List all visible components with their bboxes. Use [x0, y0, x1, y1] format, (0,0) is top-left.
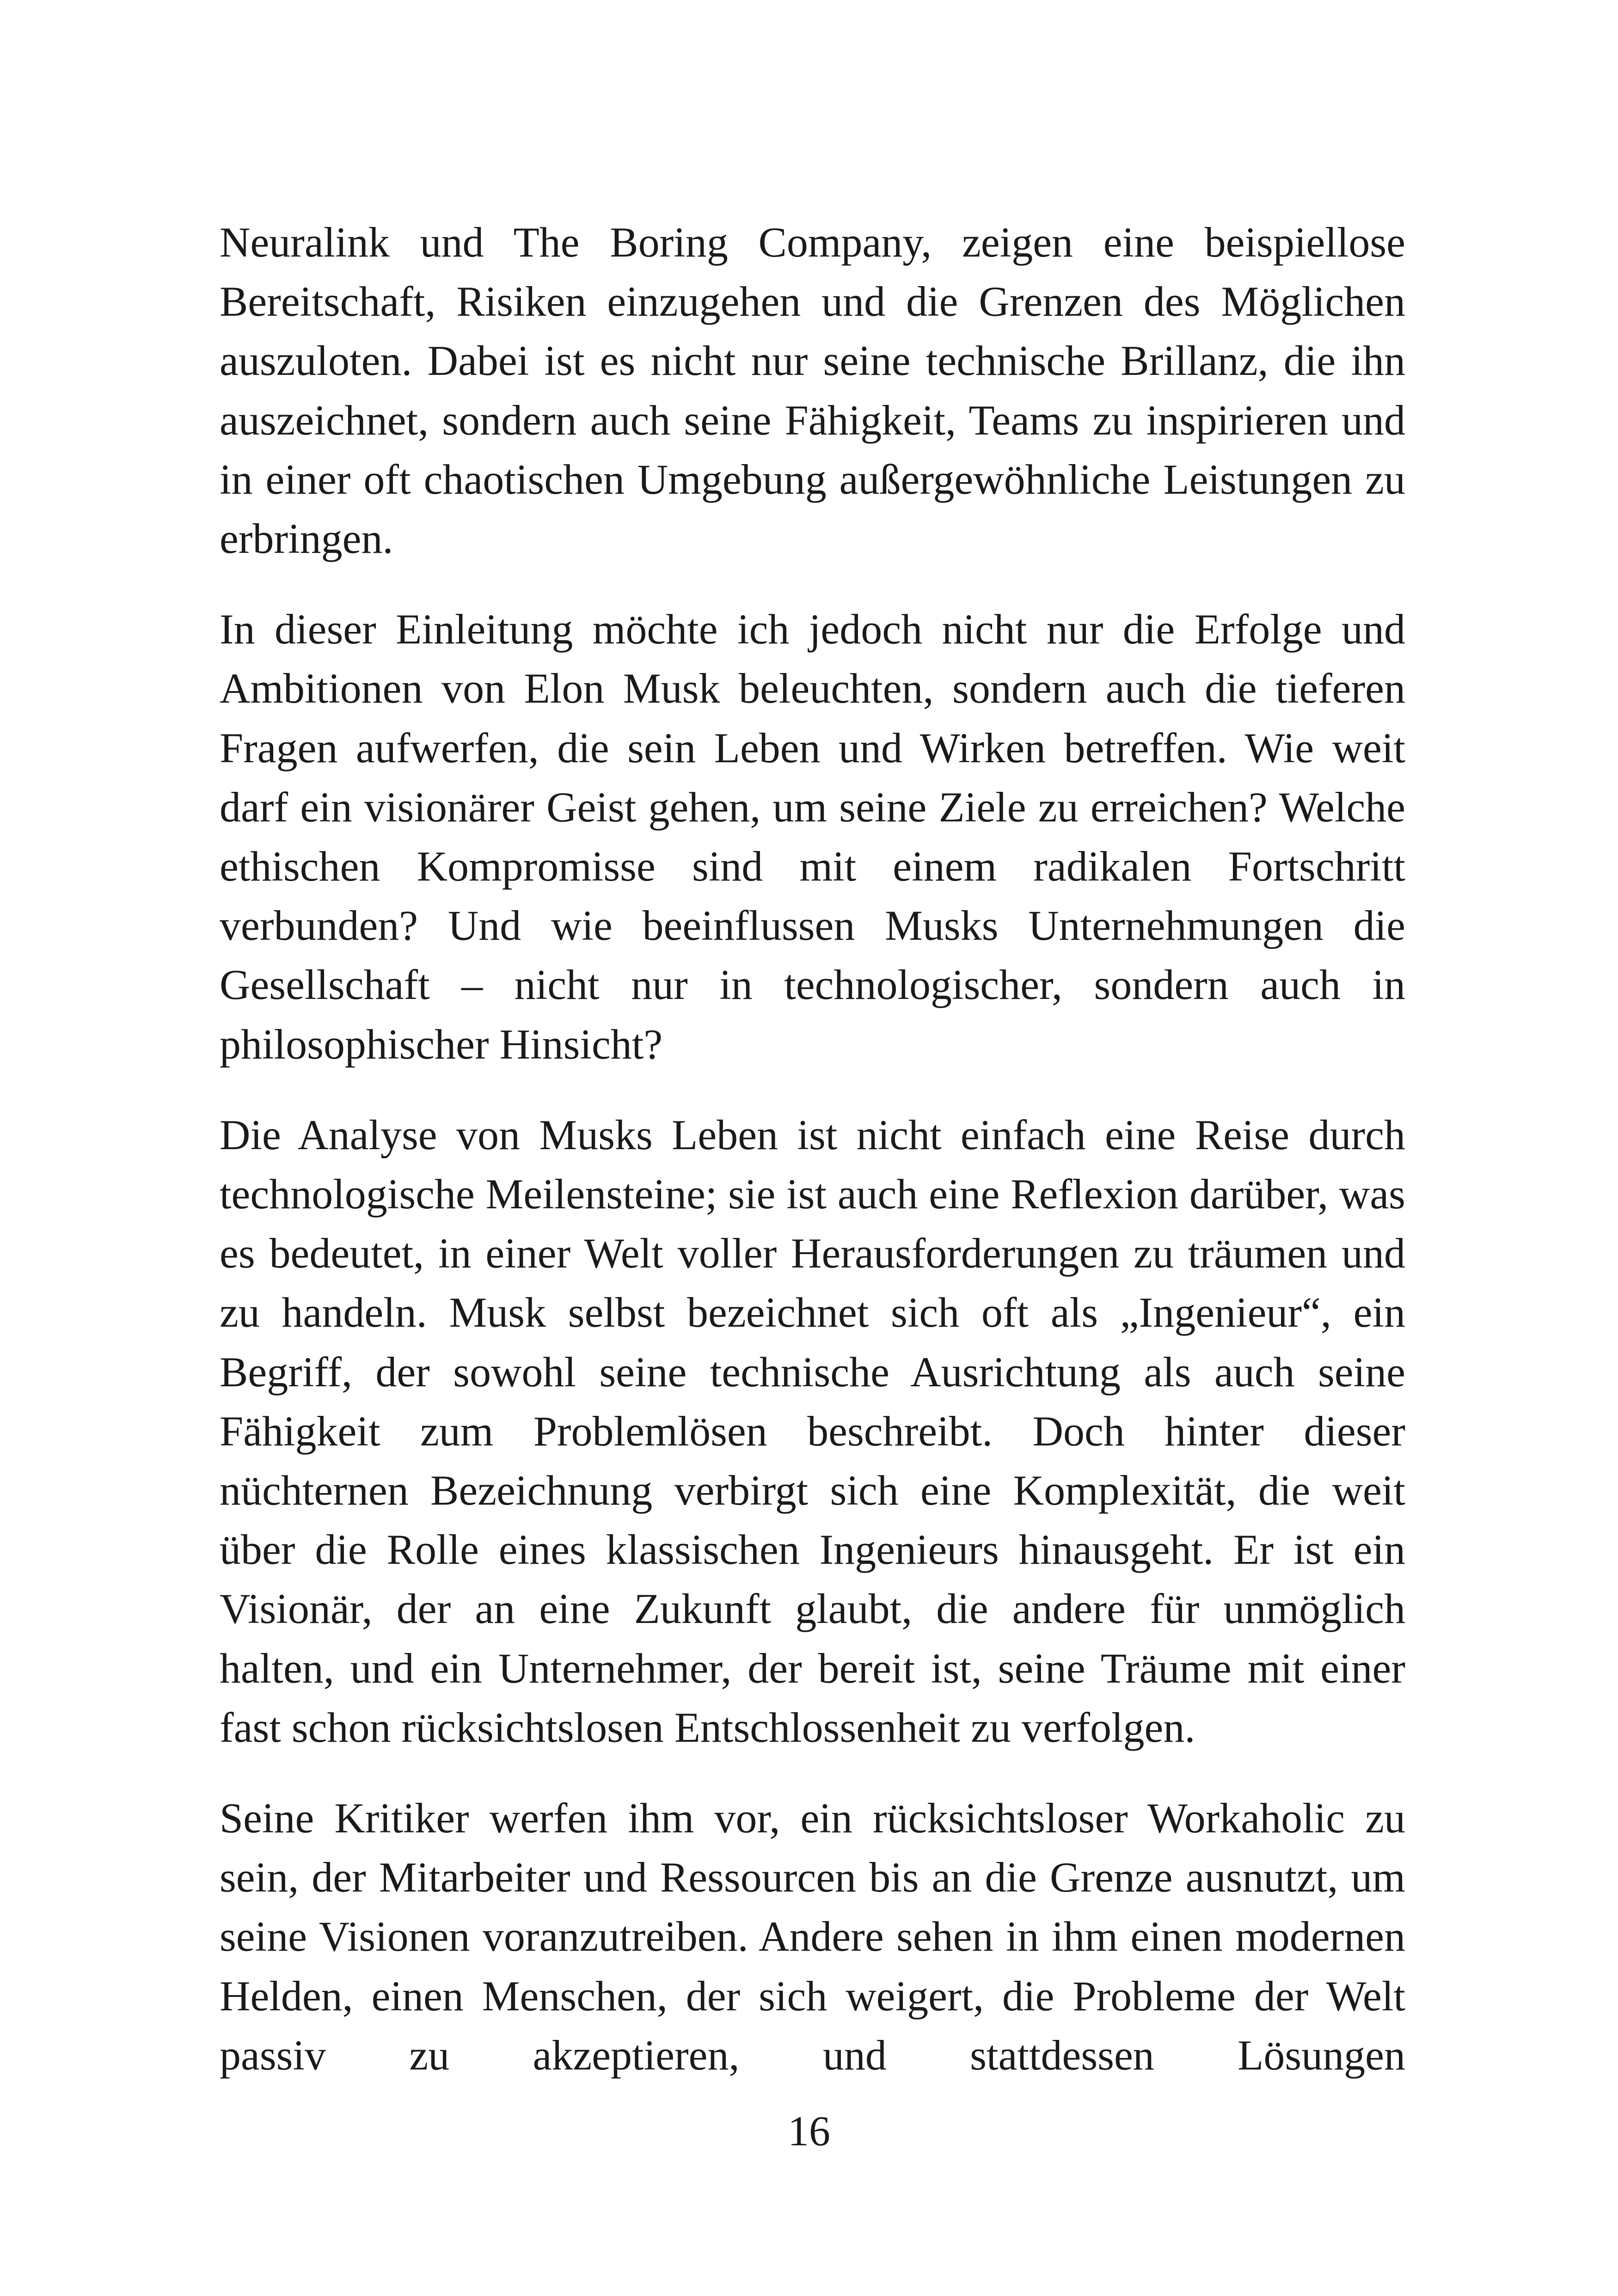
paragraph-4: Seine Kritiker werfen ihm vor, ein rücksichtsloser Workaholic zu sein, der Mitarbeiter und Ressourcen bis an die Grenze ausnutzt, um seine Visionen voranzutreiben. Andere sehen in ihm einen modernen Helden, einen Menschen, der sich weigert, die Probleme der Welt passiv zu akzeptieren, und stattdessen Lösungen	[220, 1794, 1405, 2079]
paragraph-3: Die Analyse von Musks Leben ist nicht einfach eine Reise durch technologische Meilensteine; sie ist auch eine Reflexion darüber, was es bedeutet, in einer Welt voller Herausforderungen zu träumen und zu handeln. Musk selbst bezeichnet sich oft als „Ingenieur“, ein Begriff, der sowohl seine technische Ausrichtung als auch seine Fähigkeit zum Problemlösen beschreibt. Doch hinter dieser nüchternen Bezeichnung verbirgt sich eine Komplexität, die weit über die Rolle eines klassischen Ingenieurs hinausgeht. Er ist ein Visionär, der an eine Zukunft glaubt, die andere für unmöglich halten, und ein Unternehmer, der bereit ist, seine Träume mit einer fast schon rücksichtslosen Entschlossenheit zu verfolgen.	[220, 1111, 1405, 1751]
paragraph-1: Neuralink und The Boring Company, zeigen eine beispiellose Bereitschaft, Risiken einzugehen und die Grenzen des Möglichen auszuloten. Dabei ist es nicht nur seine technische Brillanz, die ihn auszeichnet, sondern auch seine Fähigkeit, Teams zu inspirieren und in einer oft chaotischen Umgebung außergewöhnliche Leistungen zu erbringen.	[220, 219, 1405, 563]
paragraph-2: In dieser Einleitung möchte ich jedoch nicht nur die Erfolge und Ambitionen von Elon Musk beleuchten, sondern auch die tieferen Fragen aufwerfen, die sein Leben und Wirken betreffen. Wie weit darf ein visionärer Geist gehen, um seine Ziele zu erreichen? Welche ethischen Kompromisse sind mit einem radikalen Fortschritt verbunden? Und wie beeinflussen Musks Unternehmungen die Gesellschaft – nicht nur in technologischer, sondern auch in philosophischer Hinsicht?	[220, 606, 1405, 1068]
body-text	[220, 213, 1405, 2085]
page-number: 16	[788, 2107, 830, 2155]
